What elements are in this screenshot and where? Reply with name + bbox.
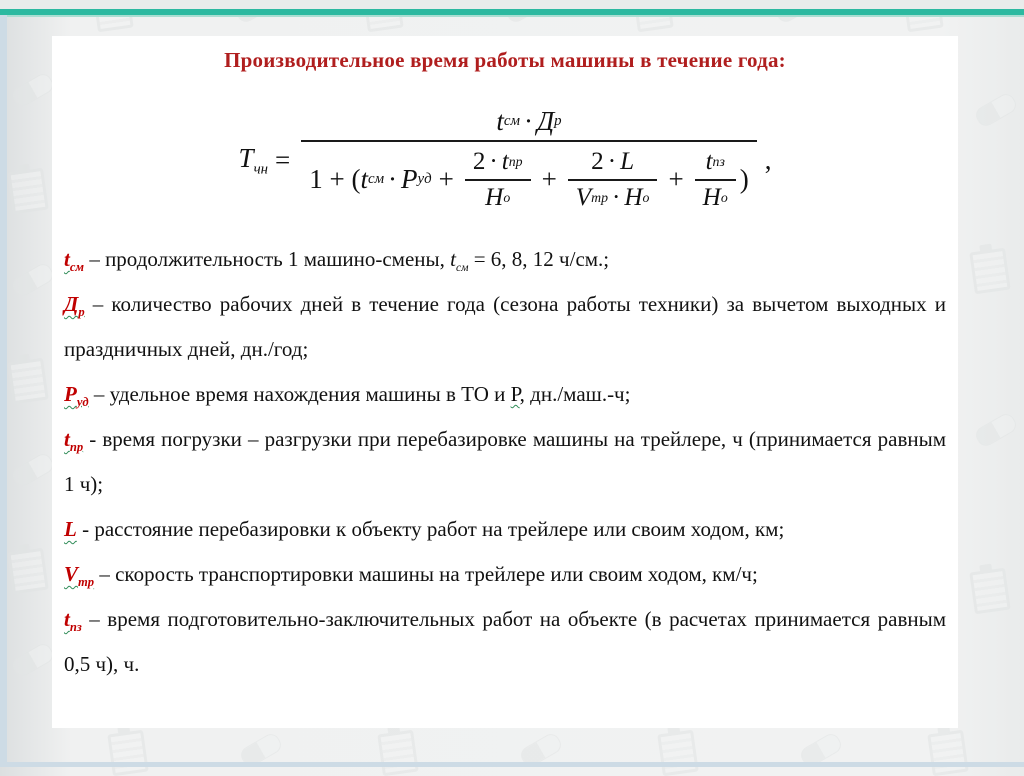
formula-token: H — [624, 183, 643, 211]
formula-token: t — [501, 147, 509, 175]
def-text: – — [81, 607, 108, 631]
fraction-denominator — [301, 142, 756, 218]
definition-t-pz — [64, 597, 946, 687]
formula-token: о — [642, 189, 650, 205]
def-text: – — [84, 292, 112, 316]
formula-token: см — [503, 112, 520, 129]
definition-v-tr — [64, 552, 946, 597]
def-text: , дн./маш.-ч; — [519, 382, 631, 406]
pill-icon — [973, 91, 1019, 129]
def-text: – — [84, 247, 106, 271]
fraction-numerator — [488, 103, 569, 140]
definition-t-sm — [64, 237, 946, 282]
sub-fraction-2 — [568, 145, 658, 215]
formula-token: · — [612, 183, 621, 211]
pill-icon — [973, 411, 1019, 449]
def-text: количество рабочих дней в течение года (сезона работы техники) за вычетом выходных и праздничных дней, дн./год; — [64, 292, 947, 361]
term-d-r: $Д_р$ — [64, 292, 85, 320]
inline-var-t-sm: $t_{см}$ — [450, 247, 469, 275]
definition-d-r — [64, 282, 946, 372]
formula-token: о — [503, 189, 511, 205]
term-t-sm: $t_{см}$ — [64, 247, 85, 275]
formula-token: р — [554, 112, 562, 129]
term-l: L — [64, 517, 77, 541]
formula-token: L — [620, 147, 635, 175]
formula-token: ) — [739, 164, 749, 194]
formula-token: пр — [508, 153, 523, 169]
formula-token: T — [238, 142, 254, 173]
definition-l — [64, 507, 946, 552]
formula-token: · — [388, 164, 398, 194]
clipboard-icon — [7, 548, 48, 595]
term-t-pr: $t_{пр}$ — [64, 427, 84, 455]
main-fraction — [301, 103, 756, 218]
pill-icon — [10, 451, 56, 489]
formula-token: 2 — [591, 147, 604, 175]
formula-token: чн — [253, 161, 269, 178]
teal-accent-line — [0, 9, 1024, 17]
left-edge-strip — [0, 15, 7, 767]
clipboard-icon — [969, 568, 1010, 615]
formula-token: H — [485, 183, 504, 211]
formula-token: + — [541, 164, 557, 194]
def-text: скорость транспортировки машины на трейлере или своим ходом, км/ч; — [115, 562, 758, 586]
def-text: расстояние перебазировки к объекту работ на трейлере или своим ходом, км; — [94, 517, 785, 541]
formula-token: 1 + ( — [309, 164, 361, 194]
sub-fraction-1 — [465, 145, 531, 215]
formula-lhs — [239, 143, 268, 177]
def-text: удельное время нахождения машины в ТО и — [109, 382, 511, 406]
clipboard-icon — [7, 358, 48, 405]
formula-token: P — [401, 164, 418, 194]
def-text: время подготовительно-заключительных работ на объекте (в расчетах принимается равным 0,5 ч), ч. — [64, 607, 946, 676]
clipboard-icon — [377, 730, 418, 776]
def-text: время погрузки – разгрузки при перебазировке машины на трейлере, ч (принимается равным 1 ч); — [64, 427, 946, 496]
pill-icon — [10, 71, 56, 109]
bottom-edge-strip — [0, 762, 1024, 767]
definition-t-pr — [64, 417, 946, 507]
term-v-tr: $V_{тр}$ — [64, 562, 95, 590]
formula-token: · — [489, 147, 498, 175]
formula-token: см — [367, 171, 385, 188]
formula-token: уд — [417, 171, 432, 188]
clipboard-icon — [657, 730, 698, 776]
formula-token: H — [702, 183, 721, 211]
formula-token: тр — [591, 189, 609, 205]
definition-p-ud — [64, 372, 946, 417]
def-text: – — [94, 562, 116, 586]
formula-token: t — [360, 164, 368, 194]
formula — [62, 87, 948, 233]
def-text: = 6, 8, 12 ч/см.; — [468, 247, 610, 271]
spellcheck-underlined-letter: Р — [510, 382, 520, 406]
def-text: продолжительность 1 машино-смены, — [105, 247, 451, 271]
pill-icon — [10, 641, 56, 679]
formula-token: · — [607, 147, 617, 175]
sub-fraction-3 — [695, 145, 736, 215]
def-text: - — [76, 517, 95, 541]
definitions-list — [64, 237, 946, 687]
top-band — [0, 0, 1024, 9]
formula-token: , — [764, 144, 772, 175]
formula-token: t — [496, 105, 504, 136]
clipboard-icon — [927, 730, 968, 776]
clipboard-icon — [969, 248, 1010, 295]
formula-token: Д — [536, 105, 555, 136]
formula-token: 2 — [472, 147, 486, 175]
term-t-pz: $t_{пз}$ — [64, 607, 82, 635]
def-text: - — [83, 427, 103, 451]
formula-token: + — [668, 164, 684, 194]
equals-sign: = — [275, 144, 291, 175]
formula-token: t — [705, 147, 713, 175]
formula-token: · — [523, 105, 533, 136]
clipboard-icon — [7, 168, 48, 215]
def-text: – — [88, 382, 110, 406]
term-p-ud: $Р_{уд}$ — [64, 382, 89, 410]
pill-icon — [10, 261, 56, 299]
clipboard-icon — [107, 730, 148, 776]
slide-title: Производительное время работы машины в течение года: — [224, 48, 786, 72]
formula-token: о — [720, 189, 728, 205]
formula-token: + — [438, 164, 454, 194]
slide-content-card — [52, 36, 958, 728]
formula-token: пз — [712, 153, 725, 169]
formula-token: V — [575, 183, 592, 211]
